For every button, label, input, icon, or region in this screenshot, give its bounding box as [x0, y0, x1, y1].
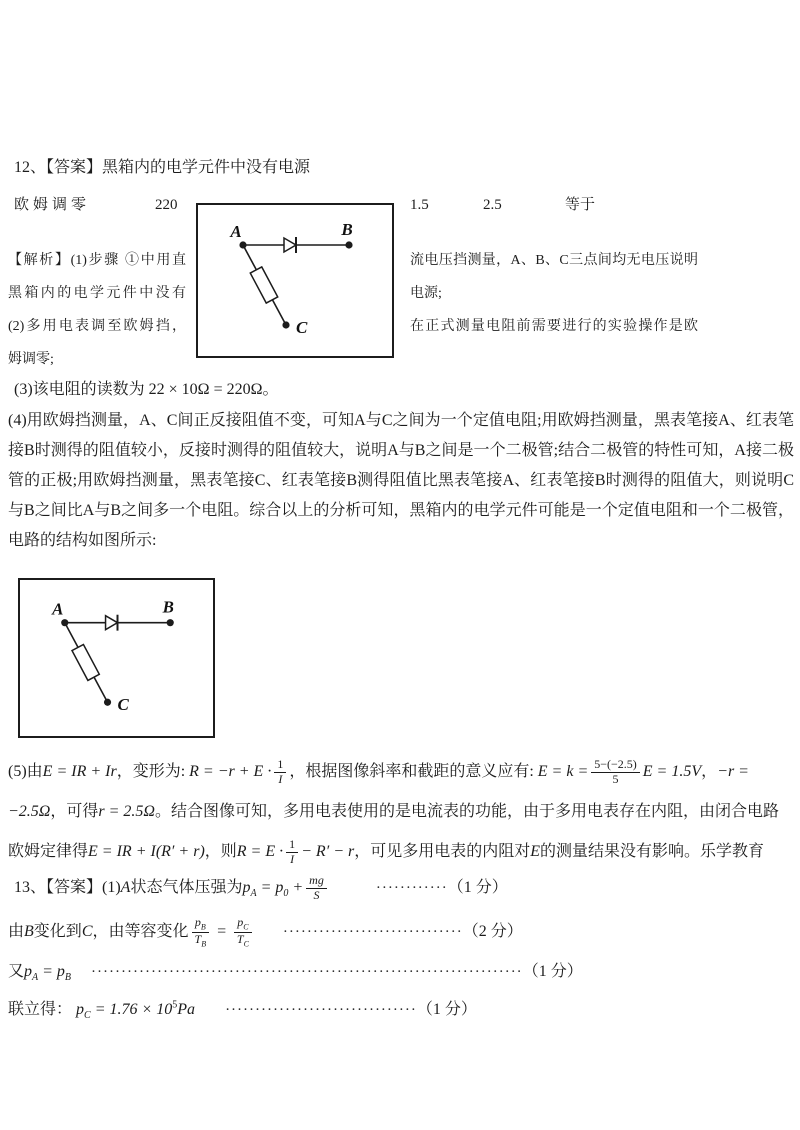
math-piece: p — [275, 879, 284, 896]
fraction-numerator — [192, 916, 210, 933]
text-piece: 又 — [8, 963, 25, 980]
math-piece: = — [38, 963, 57, 980]
q12-para4: (4)用欧姆挡测量，A、C间正反接阻值不变，可知A与C之间为一个定值电阻;用欧姆挡测量，黑表笔接A、红表笔接B时测得的阻值较小，反接时测得的阻值较大，说明A与B之间是一个二极管;结合二极管的特性可知，A接二极管的正极;用欧姆挡测量，黑表笔接C、红表笔接B测得阻值比黑表笔接A、红表笔接B时测得的阻值大，则说明C与B之间比A与B之间多一个电阻。综合以上的分析可知，黑箱内的电学元件可能是一个定值电阻和一个二极管，电路的结构如图所示: — [8, 412, 794, 549]
q13-line3 — [8, 958, 583, 983]
text-piece: ， — [701, 763, 718, 780]
left-col-line: 姆调零; — [8, 352, 54, 367]
fraction-numerator: 1 — [274, 758, 286, 773]
math-piece: R = E · — [236, 843, 284, 860]
math-piece: C — [81, 922, 93, 940]
node-a-dot — [239, 241, 246, 248]
circuit-svg-2 — [20, 580, 212, 735]
right-col-line: 流电压挡测量，A、B、C三点间均无电压说明 — [410, 253, 698, 268]
node-b-dot — [167, 619, 174, 626]
score-label: （1 分） — [530, 963, 583, 980]
subscript: C — [243, 938, 249, 948]
q12-left-column — [8, 244, 186, 376]
math-piece: E — [530, 843, 541, 860]
math-piece: = — [256, 879, 276, 896]
subscript: B — [64, 972, 72, 984]
node-c-dot — [104, 699, 111, 706]
math-piece: + — [288, 879, 304, 896]
math-piece: T — [194, 931, 202, 946]
left-col-line: 【解析】(1)步骤 ①中用直 — [8, 253, 186, 268]
text-piece: 状态气体压强为 — [130, 879, 243, 896]
subscript: A — [32, 972, 39, 984]
math-piece: R = −r + E · — [189, 763, 272, 780]
math-piece: B — [24, 922, 34, 940]
fraction-numerator: 5−(−2.5) — [591, 758, 640, 773]
math-piece: p — [24, 963, 33, 980]
math-piece: T — [236, 931, 244, 946]
circuit-diagram-2 — [18, 578, 215, 738]
node-a-label: A — [230, 222, 242, 241]
fraction-numerator: 1 — [286, 838, 298, 853]
q12-right-column — [410, 244, 698, 343]
resistor-icon — [72, 645, 99, 681]
text-piece: ，可见多用电表的内阻对 — [354, 843, 531, 860]
math-piece: p — [237, 915, 244, 929]
score-label: （1 分） — [424, 1001, 477, 1018]
subscript: C — [84, 1010, 91, 1022]
score-label: （2 分） — [470, 922, 523, 940]
fraction — [234, 916, 252, 948]
score-label: （1 分） — [455, 879, 508, 896]
node-a-label: A — [52, 599, 64, 619]
text-piece: ，由等容变化 — [92, 922, 189, 940]
node-b-dot — [345, 241, 352, 248]
text-piece: ，可得 — [50, 803, 99, 820]
math-piece: p — [76, 1001, 85, 1018]
math-piece: E = k = — [537, 763, 589, 780]
text-piece: 13、【答案】(1) — [14, 879, 121, 896]
node-c-dot — [282, 321, 289, 328]
diode-icon — [106, 616, 118, 630]
math-piece: p — [56, 963, 65, 980]
q12-line3: (3)该电阻的读数为 22 × 10Ω = 220Ω。 — [14, 381, 279, 398]
blank-value-220: 220 — [155, 197, 178, 213]
fraction-denominator: S — [313, 887, 320, 902]
dotted-leader: ································ — [225, 1002, 417, 1018]
math-piece: = 1.76 × 10 — [90, 1001, 173, 1018]
subscript: 0 — [283, 888, 289, 900]
resistor-icon — [250, 267, 277, 303]
node-c-label: C — [296, 318, 308, 337]
subscript: C — [243, 922, 249, 932]
math-piece: p — [194, 915, 201, 929]
node-b-label: B — [162, 597, 174, 617]
text-piece: ，则 — [204, 843, 237, 860]
text-piece: ，根据图像斜率和截距的意义应有: — [289, 763, 538, 780]
diode-icon — [284, 238, 296, 252]
math-piece: − R′ − r — [301, 843, 355, 860]
dotted-leader: ············ — [375, 880, 448, 896]
dotted-leader: ······························ — [282, 923, 463, 940]
math-piece: E = IR + I(R′ + r) — [88, 843, 205, 860]
left-col-line: 黑箱内的电学元件中没有 — [8, 286, 186, 301]
fraction — [591, 758, 640, 787]
fraction-denominator — [234, 933, 252, 949]
fraction — [286, 838, 298, 867]
q13-line2 — [8, 916, 523, 948]
blank-value-1-5: 1.5 — [410, 197, 429, 213]
text-piece: 变化到 — [33, 922, 82, 940]
subscript: A — [250, 888, 257, 900]
math-piece: E = IR + Ir — [42, 763, 117, 780]
blank-ohm-label: 欧姆调零 — [14, 197, 91, 213]
left-col-line: (2)多用电表调至欧姆挡， — [8, 319, 186, 334]
math-piece: A — [120, 879, 131, 896]
text-piece: (5)由 — [8, 763, 43, 780]
q13-line1 — [14, 874, 508, 903]
circuit-diagram-1 — [196, 203, 394, 358]
text-piece: 联立得： — [8, 1001, 77, 1018]
text-piece: 的测量结果没有影响。乐学教育 — [540, 843, 765, 860]
superscript: 5 — [172, 999, 178, 1011]
subscript: B — [200, 922, 206, 932]
fraction-denominator: I — [278, 771, 283, 786]
fraction-numerator: mg — [306, 874, 327, 889]
circuit-svg-1 — [198, 205, 391, 355]
q12-para5 — [8, 752, 794, 872]
math-piece: = — [212, 922, 231, 940]
fraction — [274, 758, 286, 787]
fraction-denominator — [192, 933, 210, 949]
node-b-label: B — [341, 220, 353, 239]
math-piece: E = 1.5V — [642, 763, 702, 780]
right-col-line: 电源; — [410, 286, 442, 301]
fraction-denominator: 5 — [612, 771, 619, 786]
fraction-denominator: I — [290, 851, 295, 866]
q13-line4 — [8, 996, 477, 1021]
fraction — [306, 874, 327, 903]
math-piece: Pa — [177, 1001, 196, 1018]
math-piece: r = 2.5Ω — [98, 803, 155, 820]
math-piece: −r = −2.5Ω — [8, 763, 749, 820]
blank-value-dengyu: 等于 — [565, 197, 596, 213]
node-c-label: C — [117, 695, 129, 715]
node-a-dot — [61, 619, 68, 626]
text-piece: 。结合图像可知，多用电表使用的是电流表的功能，由于多用电表存在内阻，由闭合电路欧姆定律得 — [8, 803, 779, 860]
fraction — [192, 916, 210, 948]
text-piece: 由 — [8, 922, 25, 940]
subscript: B — [201, 938, 207, 948]
fraction-numerator — [234, 916, 252, 933]
math-piece: p — [242, 879, 251, 896]
right-col-line: 在正式测量电阻前需要进行的实验操作是欧 — [410, 319, 698, 334]
text-piece: ，变形为: — [116, 763, 190, 780]
blank-value-2-5: 2.5 — [483, 197, 502, 213]
dotted-leader: ········································································ — [91, 964, 523, 980]
q12-answer-line: 12、【答案】黑箱内的电学元件中没有电源 — [14, 159, 311, 176]
